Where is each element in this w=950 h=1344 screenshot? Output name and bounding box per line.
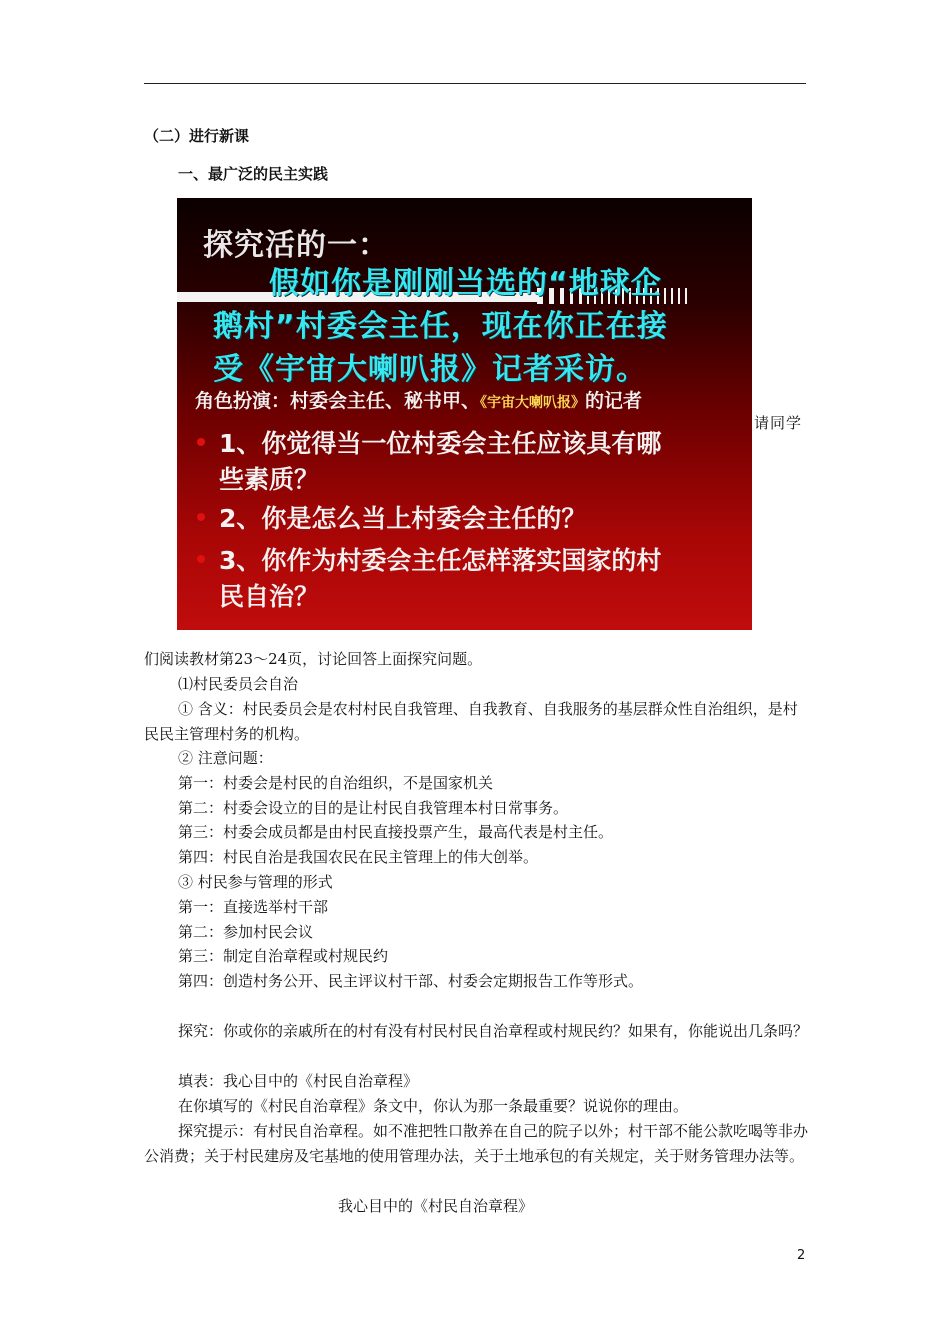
- slide-question-3-line-1: 3、你作为村委会主任怎样落实国家的村: [219, 546, 662, 575]
- bullet-icon: [197, 438, 205, 446]
- question-line: 在你填写的《村民自治章程》条文中，你认为那一条最重要？说说你的理由。: [178, 1097, 689, 1115]
- item-village-committee: ⑴村民委员会自治: [178, 675, 299, 693]
- item-form-1: 第一：直接选举村干部: [178, 898, 329, 916]
- slide-scenario-line-1: 假如你是刚刚当选的“地球企: [269, 266, 662, 301]
- item-note-1: 第一：村委会是村民的自治组织，不是国家机关: [178, 774, 494, 792]
- item-definition: ① 含义：村民委员会是农村村民自我管理、自我教育、自我服务的基层群众性自治组织，是村民民主管理村务的机构。: [144, 700, 798, 743]
- item-form-3: 第三：制定自治章程或村规民约: [178, 947, 389, 965]
- slide-scenario-line-3: 受《宇宙大喇叭报》记者采访。: [213, 352, 647, 387]
- item-note-3: 第三：村委会成员都是由村民直接投票产生，最高代表是村主任。: [178, 823, 614, 841]
- bullet-icon: [197, 555, 205, 563]
- slide-role-suffix: 的记者: [585, 390, 643, 412]
- slide-question-1-line-1: 1、你觉得当一位村委会主任应该具有哪: [219, 429, 662, 458]
- slide-question-3-line-2: 民自治？: [219, 582, 320, 611]
- slide-role-paper: 《宇宙大喇叭报》: [480, 395, 586, 411]
- table-caption: 我心目中的《村民自治章程》: [338, 1197, 534, 1215]
- slide-role-line: [195, 386, 642, 413]
- item-form-4: 第四：创造村务公开、民主评议村干部、村委会定期报告工作等形式。: [178, 972, 644, 990]
- slide-question-2: 2、你是怎么当上村委会主任的？: [219, 504, 587, 533]
- page-number: 2: [797, 1248, 806, 1263]
- item-notes-heading: ② 注意问题：: [178, 749, 273, 767]
- item-form-2: 第二：参加村民会议: [178, 923, 314, 941]
- fill-table-line: 填表：我心目中的《村民自治章程》: [178, 1072, 419, 1090]
- explore-paragraph: 探究：你或你的亲戚所在的村有没有村民村民自治章程或村规民约？如果有，你能说出几条吗？: [178, 1022, 809, 1040]
- section-heading: （二）进行新课: [144, 127, 250, 145]
- bullet-icon: [197, 513, 205, 521]
- side-text: 请同学: [754, 414, 803, 432]
- slide-title: 探究活的一：: [203, 228, 389, 263]
- subsection-heading: 一、最广泛的民主实践: [178, 165, 329, 183]
- hint-paragraph: 探究提示：有村民自治章程。如不准把牲口散养在自己的院子以外；村干部不能公款吃喝等非办公消费；关于村民建房及宅基地的使用管理办法，关于土地承包的有关规定，关于财务管理办法等。: [144, 1122, 809, 1165]
- header-rule: [144, 83, 806, 84]
- item-note-4: 第四：村民自治是我国农民在民主管理上的伟大创举。: [178, 848, 539, 866]
- slide-image: [177, 198, 752, 630]
- slide-role-prefix: 角色扮演：村委会主任、秘书甲、: [195, 390, 481, 412]
- slide-question-1-line-2: 些素质？: [219, 465, 320, 494]
- item-forms-heading: ③ 村民参与管理的形式: [178, 873, 333, 891]
- item-note-2: 第二：村委会设立的目的是让村民自我管理本村日常事务。: [178, 799, 569, 817]
- continuation-paragraph: 们阅读教材第23～24页，讨论回答上面探究问题。: [144, 650, 483, 668]
- slide-scenario-line-2: 鹅村”村委会主任，现在你正在接: [213, 309, 668, 344]
